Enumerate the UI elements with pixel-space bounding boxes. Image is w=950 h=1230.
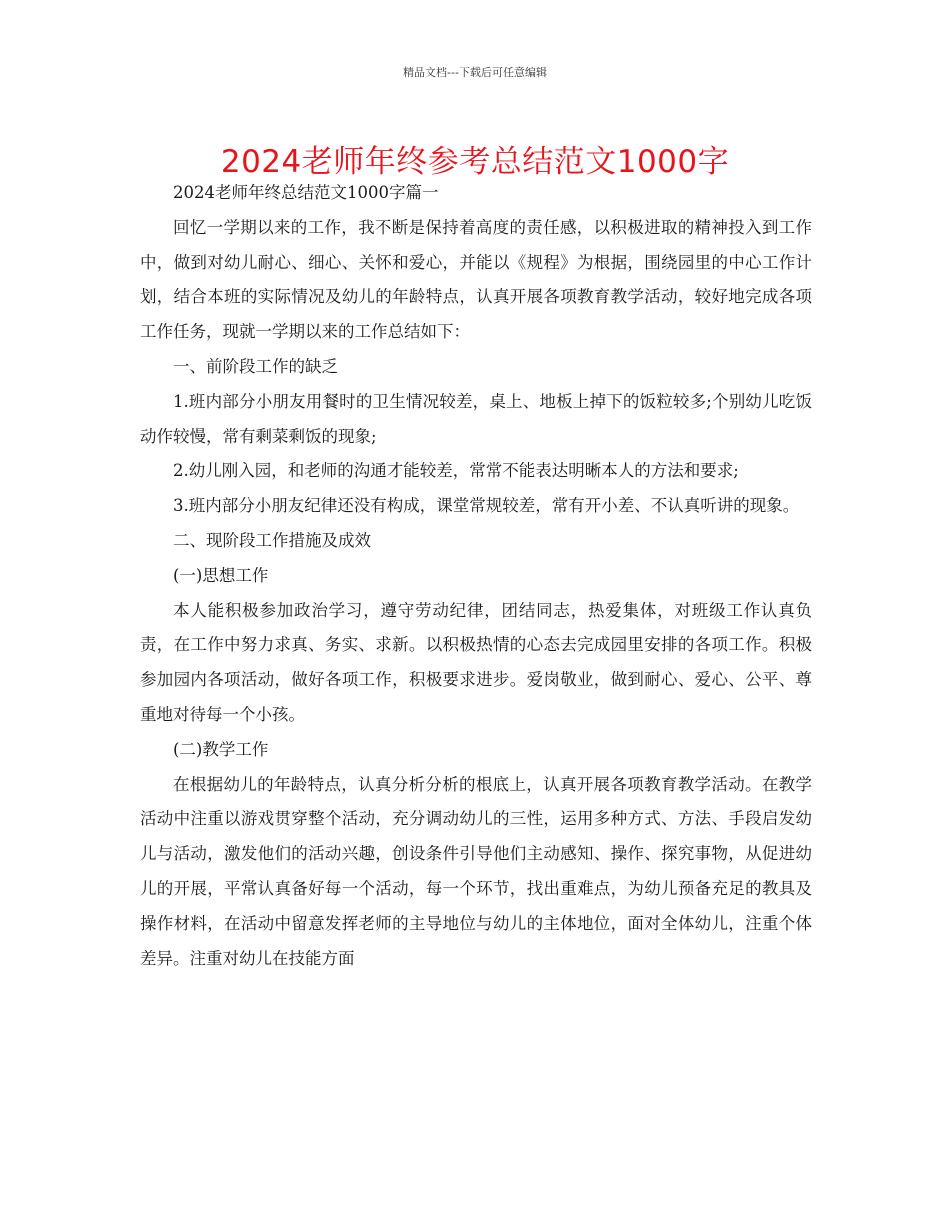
list-item-1: 1.班内部分小朋友用餐时的卫生情况较差，桌上、地板上掉下的饭粒较多;个别幼儿吃饭动作较慢，常有剩菜剩饭的现象; bbox=[140, 391, 812, 446]
list-item-2: 2.幼儿刚入园，和老师的沟通才能较差，常常不能表达明晰本人的方法和要求; bbox=[173, 461, 739, 481]
document-header-note: 精品文档---下载后可任意编辑 bbox=[403, 66, 547, 79]
document-title: 2024老师年终参考总结范文1000字 bbox=[220, 144, 730, 180]
document-body bbox=[140, 176, 812, 976]
list-item-3: 3.班内部分小朋友纪律还没有构成，课堂常规较差，常有开小差、不认真听讲的现象。 bbox=[173, 496, 800, 516]
section-subtitle: 2024老师年终总结范文1000字篇一 bbox=[173, 183, 439, 202]
paragraph-teaching-work: 在根据幼儿的年龄特点，认真分析分析的根底上，认真开展各项教育教学活动。在教学活动中注重以游戏贯穿整个活动，充分调动幼儿的三性，运用多种方式、方法、手段启发幼儿与活动，激发他们的活动兴趣，创设条件引导他们主动感知、操作、探究事物，从促进幼儿的开展，平常认真备好每一个活动，每一个环节，找出重难点，为幼儿预备充足的教具及操作材料，在活动中留意发挥老师的主导地位与幼儿的主体地位，面对全体幼儿，注重个体差异。注重对幼儿在技能方面 bbox=[140, 774, 812, 968]
subsection-heading-1: (一)思想工作 bbox=[173, 565, 269, 585]
section-heading-1: 一、前阶段工作的缺乏 bbox=[173, 356, 338, 376]
subsection-heading-2: (二)教学工作 bbox=[173, 739, 269, 759]
section-heading-2: 二、现阶段工作措施及成效 bbox=[173, 530, 371, 550]
paragraph-thought-work: 本人能积极参加政治学习，遵守劳动纪律，团结同志，热爱集体，对班级工作认真负责，在工作中努力求真、务实、求新。以积极热情的心态去完成园里安排的各项工作。积极参加园内各项活动，做好各项工作，积极要求进步。爱岗敬业，做到耐心、爱心、公平、尊重地对待每一个小孩。 bbox=[140, 600, 812, 724]
intro-paragraph: 回忆一学期以来的工作，我不断是保持着高度的责任感，以积极进取的精神投入到工作中，做到对幼儿耐心、细心、关怀和爱心，并能以《规程》为根据，围绕园里的中心工作计划，结合本班的实际情况及幼儿的年龄特点，认真开展各项教育教学活动，较好地完成各项工作任务，现就一学期以来的工作总结如下： bbox=[140, 217, 812, 342]
